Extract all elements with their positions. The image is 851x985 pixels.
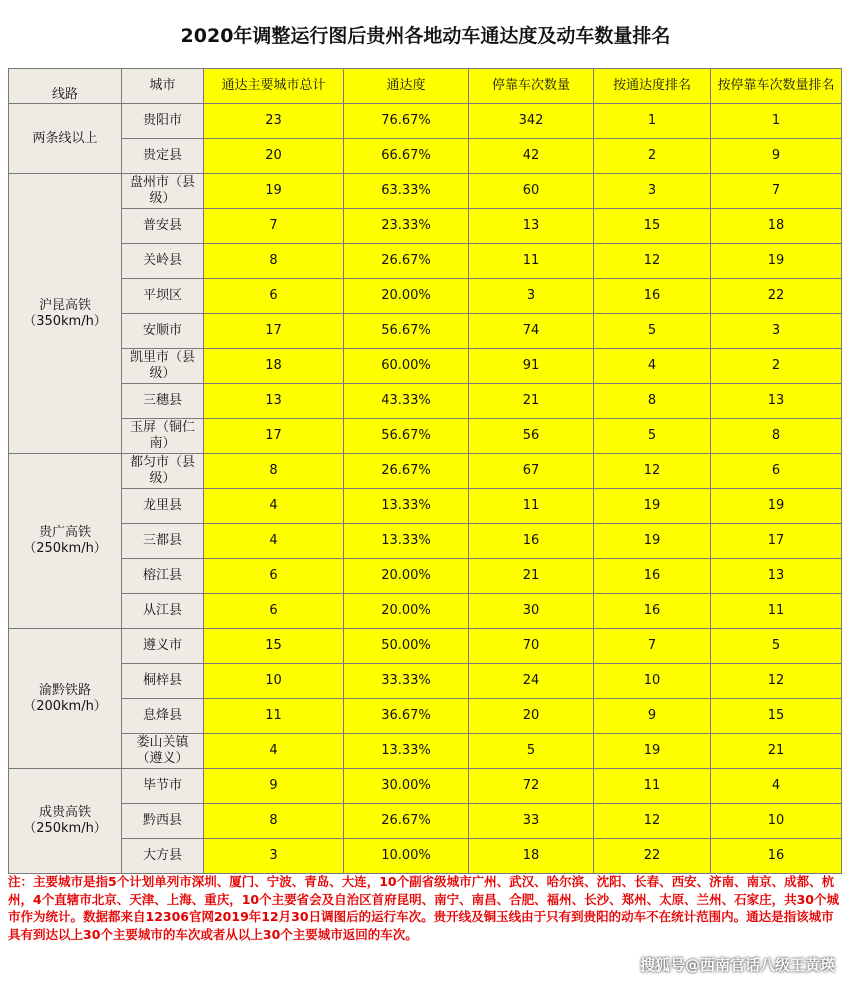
reach-rate-cell: 36.67% [344, 699, 469, 734]
reach-rank-cell: 19 [594, 524, 711, 559]
total-cities-cell: 15 [204, 629, 344, 664]
city-cell: 息烽县 [122, 699, 204, 734]
city-cell: 三穗县 [122, 384, 204, 419]
ranking-table [8, 68, 842, 874]
reach-rate-cell: 43.33% [344, 384, 469, 419]
table-row [9, 279, 842, 314]
count-rank-cell: 13 [711, 384, 842, 419]
route-cell [9, 104, 122, 174]
count-rank-cell: 22 [711, 279, 842, 314]
reach-rank-cell: 19 [594, 489, 711, 524]
watermark: 搜狐号@西南官话八级王黄瑛 [639, 956, 835, 974]
city-cell: 从江县 [122, 594, 204, 629]
total-cities-cell: 6 [204, 559, 344, 594]
reach-rank-cell: 1 [594, 104, 711, 139]
table-row [9, 454, 842, 489]
reach-rank-cell: 12 [594, 804, 711, 839]
reach-rank-cell: 22 [594, 839, 711, 874]
total-cities-cell: 7 [204, 209, 344, 244]
count-rank-cell: 18 [711, 209, 842, 244]
route-label: 贵广高铁（250km/h） [23, 525, 107, 556]
reach-rate-cell: 26.67% [344, 454, 469, 489]
total-cities-cell: 3 [204, 839, 344, 874]
reach-rank-cell: 9 [594, 699, 711, 734]
city-cell: 玉屏（铜仁南） [122, 419, 204, 454]
count-rank-cell: 11 [711, 594, 842, 629]
table-row [9, 489, 842, 524]
table-row [9, 209, 842, 244]
header-route: 线路 [9, 69, 122, 104]
reach-rank-cell: 16 [594, 279, 711, 314]
reach-rank-cell: 5 [594, 419, 711, 454]
reach-rank-cell: 19 [594, 734, 711, 769]
reach-rank-cell: 12 [594, 244, 711, 279]
header-count-rank: 按停靠车次数量排名 [711, 69, 842, 104]
train-count-cell: 33 [469, 804, 594, 839]
reach-rank-cell: 12 [594, 454, 711, 489]
table-row [9, 839, 842, 874]
header-reach-rate: 通达度 [344, 69, 469, 104]
train-count-cell: 342 [469, 104, 594, 139]
table-row [9, 594, 842, 629]
total-cities-cell: 6 [204, 279, 344, 314]
train-count-cell: 11 [469, 489, 594, 524]
count-rank-cell: 16 [711, 839, 842, 874]
count-rank-cell: 8 [711, 419, 842, 454]
route-label: 渝黔铁路（200km/h） [23, 682, 107, 714]
reach-rate-cell: 26.67% [344, 244, 469, 279]
train-count-cell: 20 [469, 699, 594, 734]
train-count-cell: 67 [469, 454, 594, 489]
city-cell: 娄山关镇（遵义） [122, 734, 204, 769]
train-count-cell: 11 [469, 244, 594, 279]
route-label: 两条线以上 [32, 130, 98, 146]
reach-rate-cell: 50.00% [344, 629, 469, 664]
total-cities-cell: 13 [204, 384, 344, 419]
total-cities-cell: 6 [204, 594, 344, 629]
count-rank-cell: 6 [711, 454, 842, 489]
train-count-cell: 30 [469, 594, 594, 629]
count-rank-cell: 13 [711, 559, 842, 594]
footnote: 注：主要城市是指5个计划单列市深圳、厦门、宁波、青岛、大连，10个副省级城市广州、武汉、哈尔滨、沈阳、长春、西安、济南、南京、成都、杭州，4个直辖市北京、天津、上海、重庆，10个主要省会及自治区首府昆明、南宁、南昌、合肥、福州、长沙、郑州、太原、兰州、石家庄，共30个城市作为统计。数据都来自12306官网2019年12月30日调图后的运行车次。贵开线及铜玉线由于只有到贵阳的动车不在统计范围内。通达是指该城市具有到达以上30个主要城市的车次或者从以上30个主要城市返回的车次。 [8, 874, 839, 942]
city-cell: 平坝区 [122, 279, 204, 314]
reach-rate-cell: 20.00% [344, 559, 469, 594]
reach-rate-cell: 56.67% [344, 314, 469, 349]
total-cities-cell: 8 [204, 454, 344, 489]
reach-rate-cell: 10.00% [344, 839, 469, 874]
reach-rate-cell: 30.00% [344, 769, 469, 804]
train-count-cell: 24 [469, 664, 594, 699]
train-count-cell: 16 [469, 524, 594, 559]
table-row [9, 734, 842, 769]
total-cities-cell: 17 [204, 314, 344, 349]
city-cell: 黔西县 [122, 804, 204, 839]
total-cities-cell: 23 [204, 104, 344, 139]
reach-rank-cell: 16 [594, 594, 711, 629]
count-rank-cell: 4 [711, 769, 842, 804]
city-cell: 龙里县 [122, 489, 204, 524]
city-cell: 普安县 [122, 209, 204, 244]
route-cell [9, 629, 122, 769]
city-cell: 都匀市（县级） [122, 454, 204, 489]
total-cities-cell: 18 [204, 349, 344, 384]
reach-rate-cell: 13.33% [344, 734, 469, 769]
train-count-cell: 70 [469, 629, 594, 664]
train-count-cell: 74 [469, 314, 594, 349]
count-rank-cell: 21 [711, 734, 842, 769]
count-rank-cell: 19 [711, 489, 842, 524]
count-rank-cell: 1 [711, 104, 842, 139]
reach-rank-cell: 5 [594, 314, 711, 349]
total-cities-cell: 8 [204, 244, 344, 279]
reach-rate-cell: 76.67% [344, 104, 469, 139]
city-cell: 三都县 [122, 524, 204, 559]
city-cell: 贵定县 [122, 139, 204, 174]
reach-rank-cell: 4 [594, 349, 711, 384]
total-cities-cell: 17 [204, 419, 344, 454]
reach-rate-cell: 20.00% [344, 594, 469, 629]
reach-rate-cell: 66.67% [344, 139, 469, 174]
reach-rate-cell: 20.00% [344, 279, 469, 314]
city-cell: 凯里市（县级） [122, 349, 204, 384]
reach-rank-cell: 2 [594, 139, 711, 174]
city-cell: 遵义市 [122, 629, 204, 664]
total-cities-cell: 4 [204, 489, 344, 524]
table-row [9, 384, 842, 419]
table-row [9, 244, 842, 279]
reach-rank-cell: 7 [594, 629, 711, 664]
count-rank-cell: 5 [711, 629, 842, 664]
city-cell: 桐梓县 [122, 664, 204, 699]
table-body [9, 104, 842, 874]
route-cell [9, 454, 122, 629]
count-rank-cell: 12 [711, 664, 842, 699]
table-row [9, 559, 842, 594]
reach-rate-cell: 26.67% [344, 804, 469, 839]
city-cell: 榕江县 [122, 559, 204, 594]
route-cell [9, 769, 122, 874]
table-row [9, 699, 842, 734]
train-count-cell: 5 [469, 734, 594, 769]
count-rank-cell: 7 [711, 174, 842, 209]
reach-rate-cell: 23.33% [344, 209, 469, 244]
total-cities-cell: 10 [204, 664, 344, 699]
header-city: 城市 [122, 69, 204, 104]
city-cell: 毕节市 [122, 769, 204, 804]
train-count-cell: 60 [469, 174, 594, 209]
train-count-cell: 56 [469, 419, 594, 454]
table-row [9, 769, 842, 804]
header-train-count: 停靠车次数量 [469, 69, 594, 104]
total-cities-cell: 11 [204, 699, 344, 734]
train-count-cell: 72 [469, 769, 594, 804]
city-cell: 贵阳市 [122, 104, 204, 139]
total-cities-cell: 4 [204, 524, 344, 559]
count-rank-cell: 9 [711, 139, 842, 174]
header-reach-rank: 按通达度排名 [594, 69, 711, 104]
city-cell: 盘州市（县级） [122, 174, 204, 209]
count-rank-cell: 3 [711, 314, 842, 349]
table-row [9, 349, 842, 384]
total-cities-cell: 20 [204, 139, 344, 174]
route-label: 沪昆高铁（350km/h） [23, 297, 107, 329]
total-cities-cell: 8 [204, 804, 344, 839]
reach-rank-cell: 15 [594, 209, 711, 244]
reach-rate-cell: 33.33% [344, 664, 469, 699]
table-row [9, 629, 842, 664]
table-row [9, 524, 842, 559]
city-cell: 安顺市 [122, 314, 204, 349]
reach-rank-cell: 16 [594, 559, 711, 594]
reach-rate-cell: 13.33% [344, 524, 469, 559]
route-label: 成贵高铁（250km/h） [23, 805, 107, 836]
train-count-cell: 21 [469, 384, 594, 419]
train-count-cell: 18 [469, 839, 594, 874]
train-count-cell: 3 [469, 279, 594, 314]
reach-rank-cell: 11 [594, 769, 711, 804]
table-row [9, 139, 842, 174]
total-cities-cell: 9 [204, 769, 344, 804]
train-count-cell: 42 [469, 139, 594, 174]
table-row [9, 804, 842, 839]
table-row [9, 104, 842, 139]
header-total-cities: 通达主要城市总计 [204, 69, 344, 104]
reach-rank-cell: 3 [594, 174, 711, 209]
train-count-cell: 91 [469, 349, 594, 384]
total-cities-cell: 4 [204, 734, 344, 769]
route-cell [9, 174, 122, 454]
city-cell: 大方县 [122, 839, 204, 874]
count-rank-cell: 10 [711, 804, 842, 839]
city-cell: 关岭县 [122, 244, 204, 279]
count-rank-cell: 19 [711, 244, 842, 279]
reach-rate-cell: 56.67% [344, 419, 469, 454]
header-row [9, 69, 842, 104]
table-row [9, 174, 842, 209]
count-rank-cell: 17 [711, 524, 842, 559]
page-title: 2020年调整运行图后贵州各地动车通达度及动车数量排名 [180, 24, 671, 47]
reach-rate-cell: 63.33% [344, 174, 469, 209]
table-row [9, 314, 842, 349]
train-count-cell: 13 [469, 209, 594, 244]
total-cities-cell: 19 [204, 174, 344, 209]
reach-rank-cell: 8 [594, 384, 711, 419]
table-row [9, 419, 842, 454]
count-rank-cell: 15 [711, 699, 842, 734]
reach-rank-cell: 10 [594, 664, 711, 699]
reach-rate-cell: 60.00% [344, 349, 469, 384]
table-row [9, 664, 842, 699]
count-rank-cell: 2 [711, 349, 842, 384]
reach-rate-cell: 13.33% [344, 489, 469, 524]
train-count-cell: 21 [469, 559, 594, 594]
